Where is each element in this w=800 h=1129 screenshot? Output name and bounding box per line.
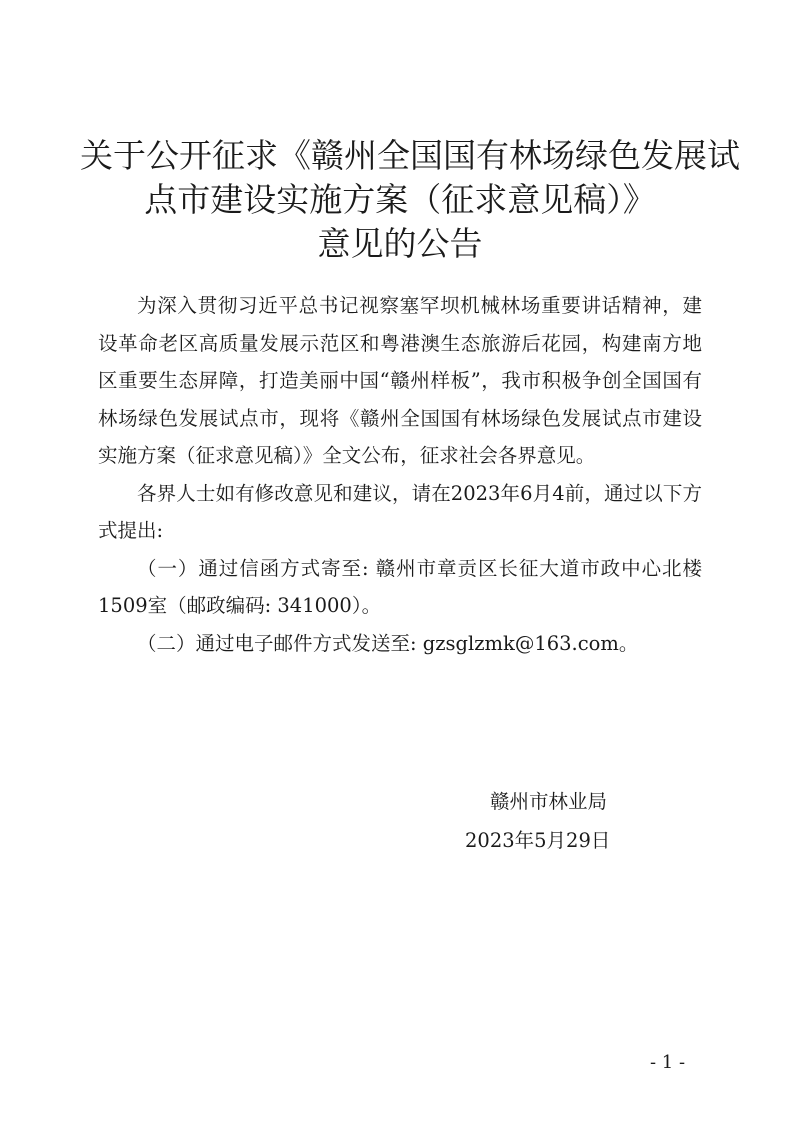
title-line-1: 关于公开征求《赣州全国国有林场绿色发展试 (80, 136, 740, 175)
document-body (98, 287, 702, 662)
title-line-3: 意见的公告 (317, 224, 483, 263)
signature-organization: 赣州市林业局 (490, 790, 608, 813)
title-line-2: 点市建设实施方案（征求意见稿）》 (144, 180, 656, 219)
signature-date: 2023年5月29日 (465, 829, 611, 852)
document-title (80, 134, 740, 266)
paragraph-email-method: （二）通过电子邮件方式发送至: gzsglzmk@163.com。 (137, 631, 639, 655)
page-number: - 1 - (650, 1052, 686, 1073)
paragraph-mail-method: （一）通过信函方式寄至: 赣州市章贡区长征大道市政中心北楼1509室（邮政编码: 341000）。 (98, 556, 702, 617)
paragraph-intro: 为深入贯彻习近平总书记视察塞罕坝机械林场重要讲话精神，建设革命老区高质量发展示范区和粤港澳生态旅游后花园，构建南方地区重要生态屏障，打造美丽中国“赣州样板”，我市积极争创全国国有林场绿色发展试点市，现将《赣州全国国有林场绿色发展试点市建设实施方案（征求意见稿）》全文公布，征求社会各界意见。 (98, 294, 702, 467)
paragraph-instructions: 各界人士如有修改意见和建议，请在2023年6月4前，通过以下方式提出: (98, 481, 702, 542)
